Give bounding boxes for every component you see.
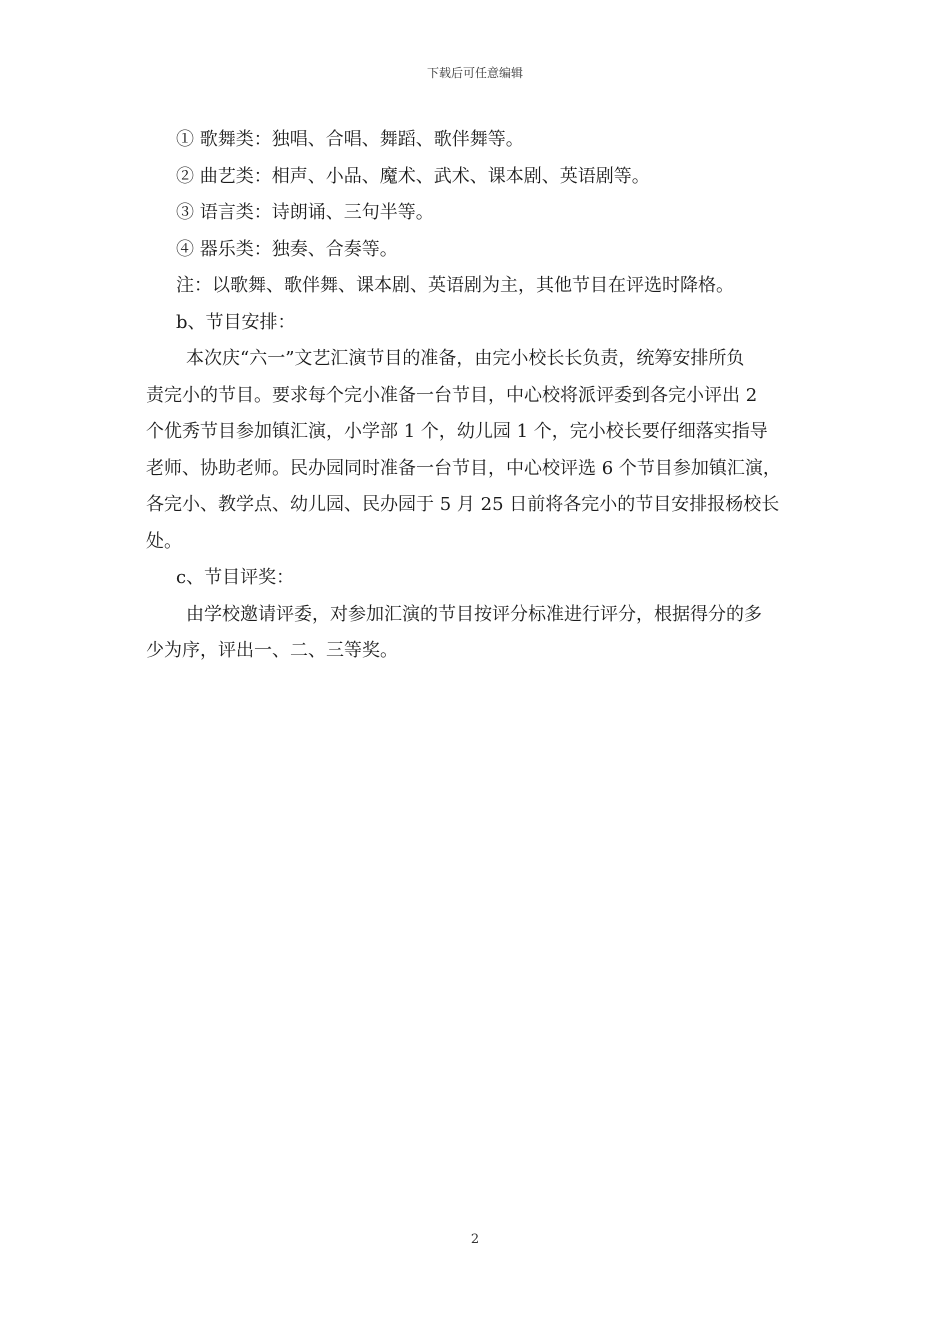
section-b-line: 责完小的节目。要求每个完小准备一台节目，中心校将派评委到各完小评出 2 (146, 384, 758, 406)
section-c-line: 由学校邀请评委，对参加汇演的节目按评分标准进行评分，根据得分的多 (186, 603, 762, 625)
section-b-line: 个优秀节目参加镇汇演，小学部 1 个，幼儿园 1 个，完小校长要仔细落实指导 (146, 421, 768, 442)
section-b-line: 各完小、教学点、幼儿园、民办园于 5 月 25 日前将各完小的节目安排报杨校长 (146, 494, 780, 515)
note-paragraph: 注：以歌舞、歌伴舞、课本剧、英语剧为主，其他节目在评选时降格。 (176, 275, 734, 296)
section-b-line: 老师、协助老师。民办园同时准备一台节目，中心校评选 6 个节目参加镇汇演， (146, 457, 781, 479)
section-b-line: 本次庆“六一”文艺汇演节目的准备，由完小校长长负责，统筹安排所负 (186, 348, 745, 369)
page-header: 下载后可任意编辑 (426, 66, 523, 80)
list-item-language: ③ 语言类：诗朗诵、三句半等。 (176, 202, 434, 223)
document-body (146, 122, 810, 670)
list-item-song-dance: ① 歌舞类：独唱、合唱、舞蹈、歌伴舞等。 (176, 129, 524, 150)
page-number: 2 (470, 1232, 480, 1247)
section-b-line: 处。 (146, 530, 182, 552)
list-item-folk-art: ② 曲艺类：相声、小品、魔术、武术、课本剧、英语剧等。 (176, 165, 650, 187)
section-c-line: 少为序，评出一、二、三等奖。 (146, 640, 398, 661)
section-b-title: b、节目安排： (176, 311, 296, 333)
section-c-title: c、节目评奖： (176, 567, 295, 588)
list-item-instrumental: ④ 器乐类：独奏、合奏等。 (176, 238, 398, 260)
